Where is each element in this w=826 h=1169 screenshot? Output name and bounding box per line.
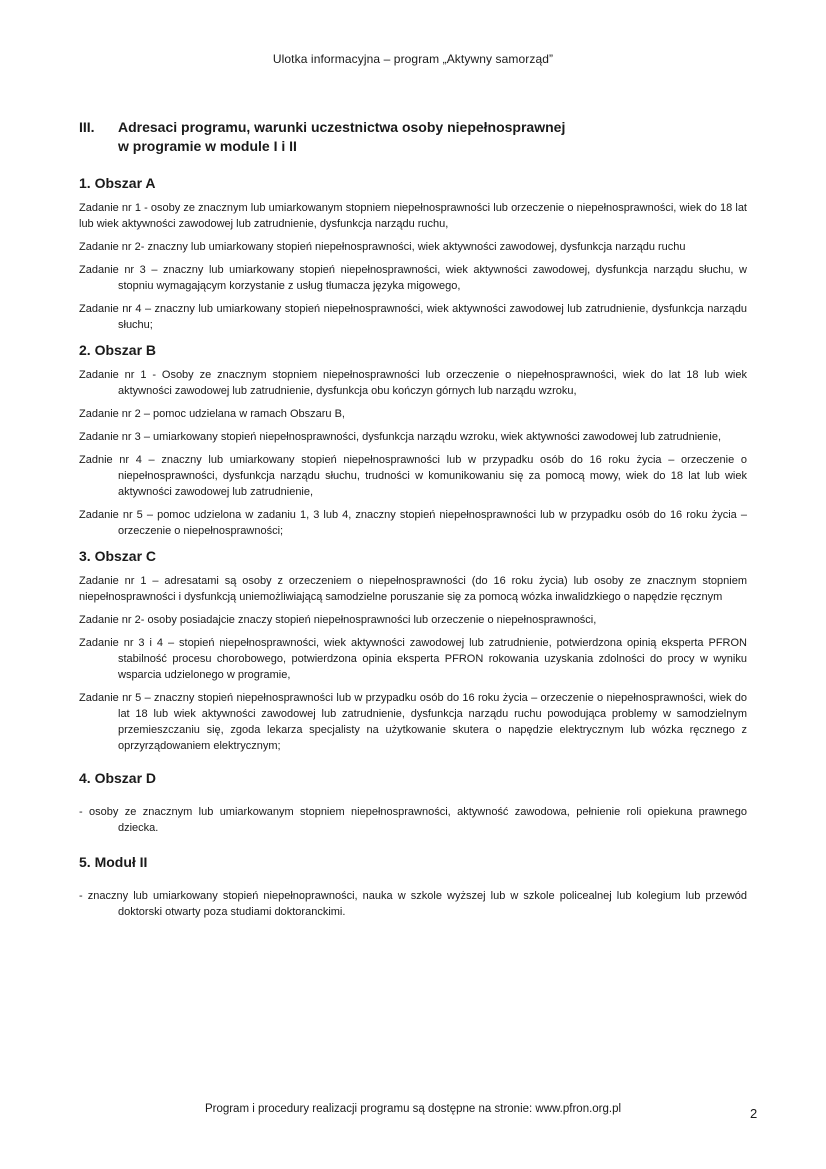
obszar-a-task-3: Zadanie nr 3 – znaczny lub umiarkowany stopień niepełnosprawności, wiek aktywności zawodowej, dysfunkcja narządu słuchu, w stopniu wymagającym korzystanie z usług tłumacza języka migowego, [79,264,747,292]
obszar-d-heading: 4. Obszar D [79,770,157,786]
obszar-c-task-2: Zadanie nr 2- osoby posiadajcie znaczy stopień niepełnosprawności lub orzeczenie o niepełnosprawności, [79,614,597,626]
obszar-a-task-4: Zadanie nr 4 – znaczny lub umiarkowany stopień niepełnosprawności, wiek aktywności zawodowej lub zatrudnienie, dysfunkcja narządu słuchu; [79,303,747,331]
section-title-line2: w programie w module I i II [118,138,297,154]
obszar-b-task-5: Zadanie nr 5 – pomoc udzielona w zadaniu 1, 3 lub 4, znaczny stopień niepełnosprawności lub w przypadku osób do 16 roku życia – orzeczenie o niepełnosprawności; [79,509,747,537]
obszar-b-task-3: Zadanie nr 3 – umiarkowany stopień niepełnosprawności, dysfunkcja narządu wzroku, wiek aktywności zawodowej lub zatrudnienie, [79,431,722,443]
obszar-c-task-5: Zadanie nr 5 – znaczny stopień niepełnosprawności lub w przypadku osób do 16 roku życia – orzeczenie o niepełnosprawności, wiek do lat 18 lub wiek aktywności zawodowej lub zatrudnienie, dysfunkcja narządu ruchu powodująca problemy w samodzielnym przemieszczaniu się, zgoda lekarza specjalisty na użytkowanie skutera o napędzie elektrycznym lub wózka ręcznego z oprzyrządowaniem elektrycznym; [79,692,747,752]
page-content [79,118,747,927]
obszar-a-task-1: Zadanie nr 1 - osoby ze znacznym lub umiarkowanym stopniem niepełnosprawności lub orzeczenie o niepełnosprawności, wiek do 18 lat lub wiek aktywności zawodowej lub zatrudnienie, dysfunkcja narządu ruchu, [79,202,747,230]
obszar-c-heading: 3. Obszar C [79,548,157,564]
section-title [79,118,747,156]
obszar-a-task-2: Zadanie nr 2- znaczny lub umiarkowany stopień niepełnosprawności, wiek aktywności zawodowej, dysfunkcja narządu ruchu [79,241,686,253]
obszar-c-task-3-4: Zadanie nr 3 i 4 – stopień niepełnosprawności, wiek aktywności zawodowej lub zatrudnienie, potwierdzona opinią eksperta PFRON stabilność procesu chorobowego, potwierdzona opinia eksperta PFRON rokowania uzyskania zdolności do procy w wyniku wsparcia udzielonego w programie, [79,637,747,681]
obszar-b-task-2: Zadanie nr 2 – pomoc udzielana w ramach Obszaru B, [79,408,345,420]
page-number: 2 [750,1106,758,1121]
section-title-line1: Adresaci programu, warunki uczestnictwa osoby niepełnosprawnej [118,119,566,135]
obszar-b-task-1: Zadanie nr 1 - Osoby ze znacznym stopniem niepełnosprawności lub orzeczenie o niepełnosprawności, wiek do lat 18 lub wiek aktywności zawodowej lub zatrudnienie, dysfunkcja obu kończyn górnych lub narządu wzroku, [79,369,747,397]
modul-ii-item: - znaczny lub umiarkowany stopień niepełnoprawności, nauka w szkole wyższej lub w szkole policealnej lub kolegium lub przewód doktorski otwarty poza studiami doktoranckimi. [79,890,747,918]
obszar-d-item: - osoby ze znacznym lub umiarkowanym stopniem niepełnosprawności, aktywność zawodowa, pełnienie roli opiekuna prawnego dziecka. [79,806,747,834]
obszar-a-heading: 1. Obszar A [79,175,156,191]
section-number: III. [79,119,95,135]
page-header: Ulotka informacyjna – program „Aktywny samorząd” [272,52,554,66]
obszar-b-task-4: Zadnie nr 4 – znaczny lub umiarkowany stopień niepełnosprawności lub w przypadku osób do 16 roku życia – orzeczenie o niepełnosprawności, dysfunkcja narządu słuchu, trudności w komunikowaniu się za pomocą mowy, wiek do 18 lat lub wiek aktywności zawodowej lub zatrudnienie, [79,454,747,498]
page-footer: Program i procedury realizacji programu są dostępne na stronie: www.pfron.org.pl [204,1103,622,1115]
obszar-b-heading: 2. Obszar B [79,342,157,358]
section-title-text [118,118,565,156]
obszar-c-task-1: Zadanie nr 1 – adresatami są osoby z orzeczeniem o niepełnosprawności (do 16 roku życia) lub osoby ze znacznym stopniem niepełnosprawności i dysfunkcją uniemożliwiającą samodzielne poruszanie się za pomocą wózka inwalidzkiego o napędzie ręcznym [79,575,747,603]
modul-ii-heading: 5. Moduł II [79,854,148,870]
